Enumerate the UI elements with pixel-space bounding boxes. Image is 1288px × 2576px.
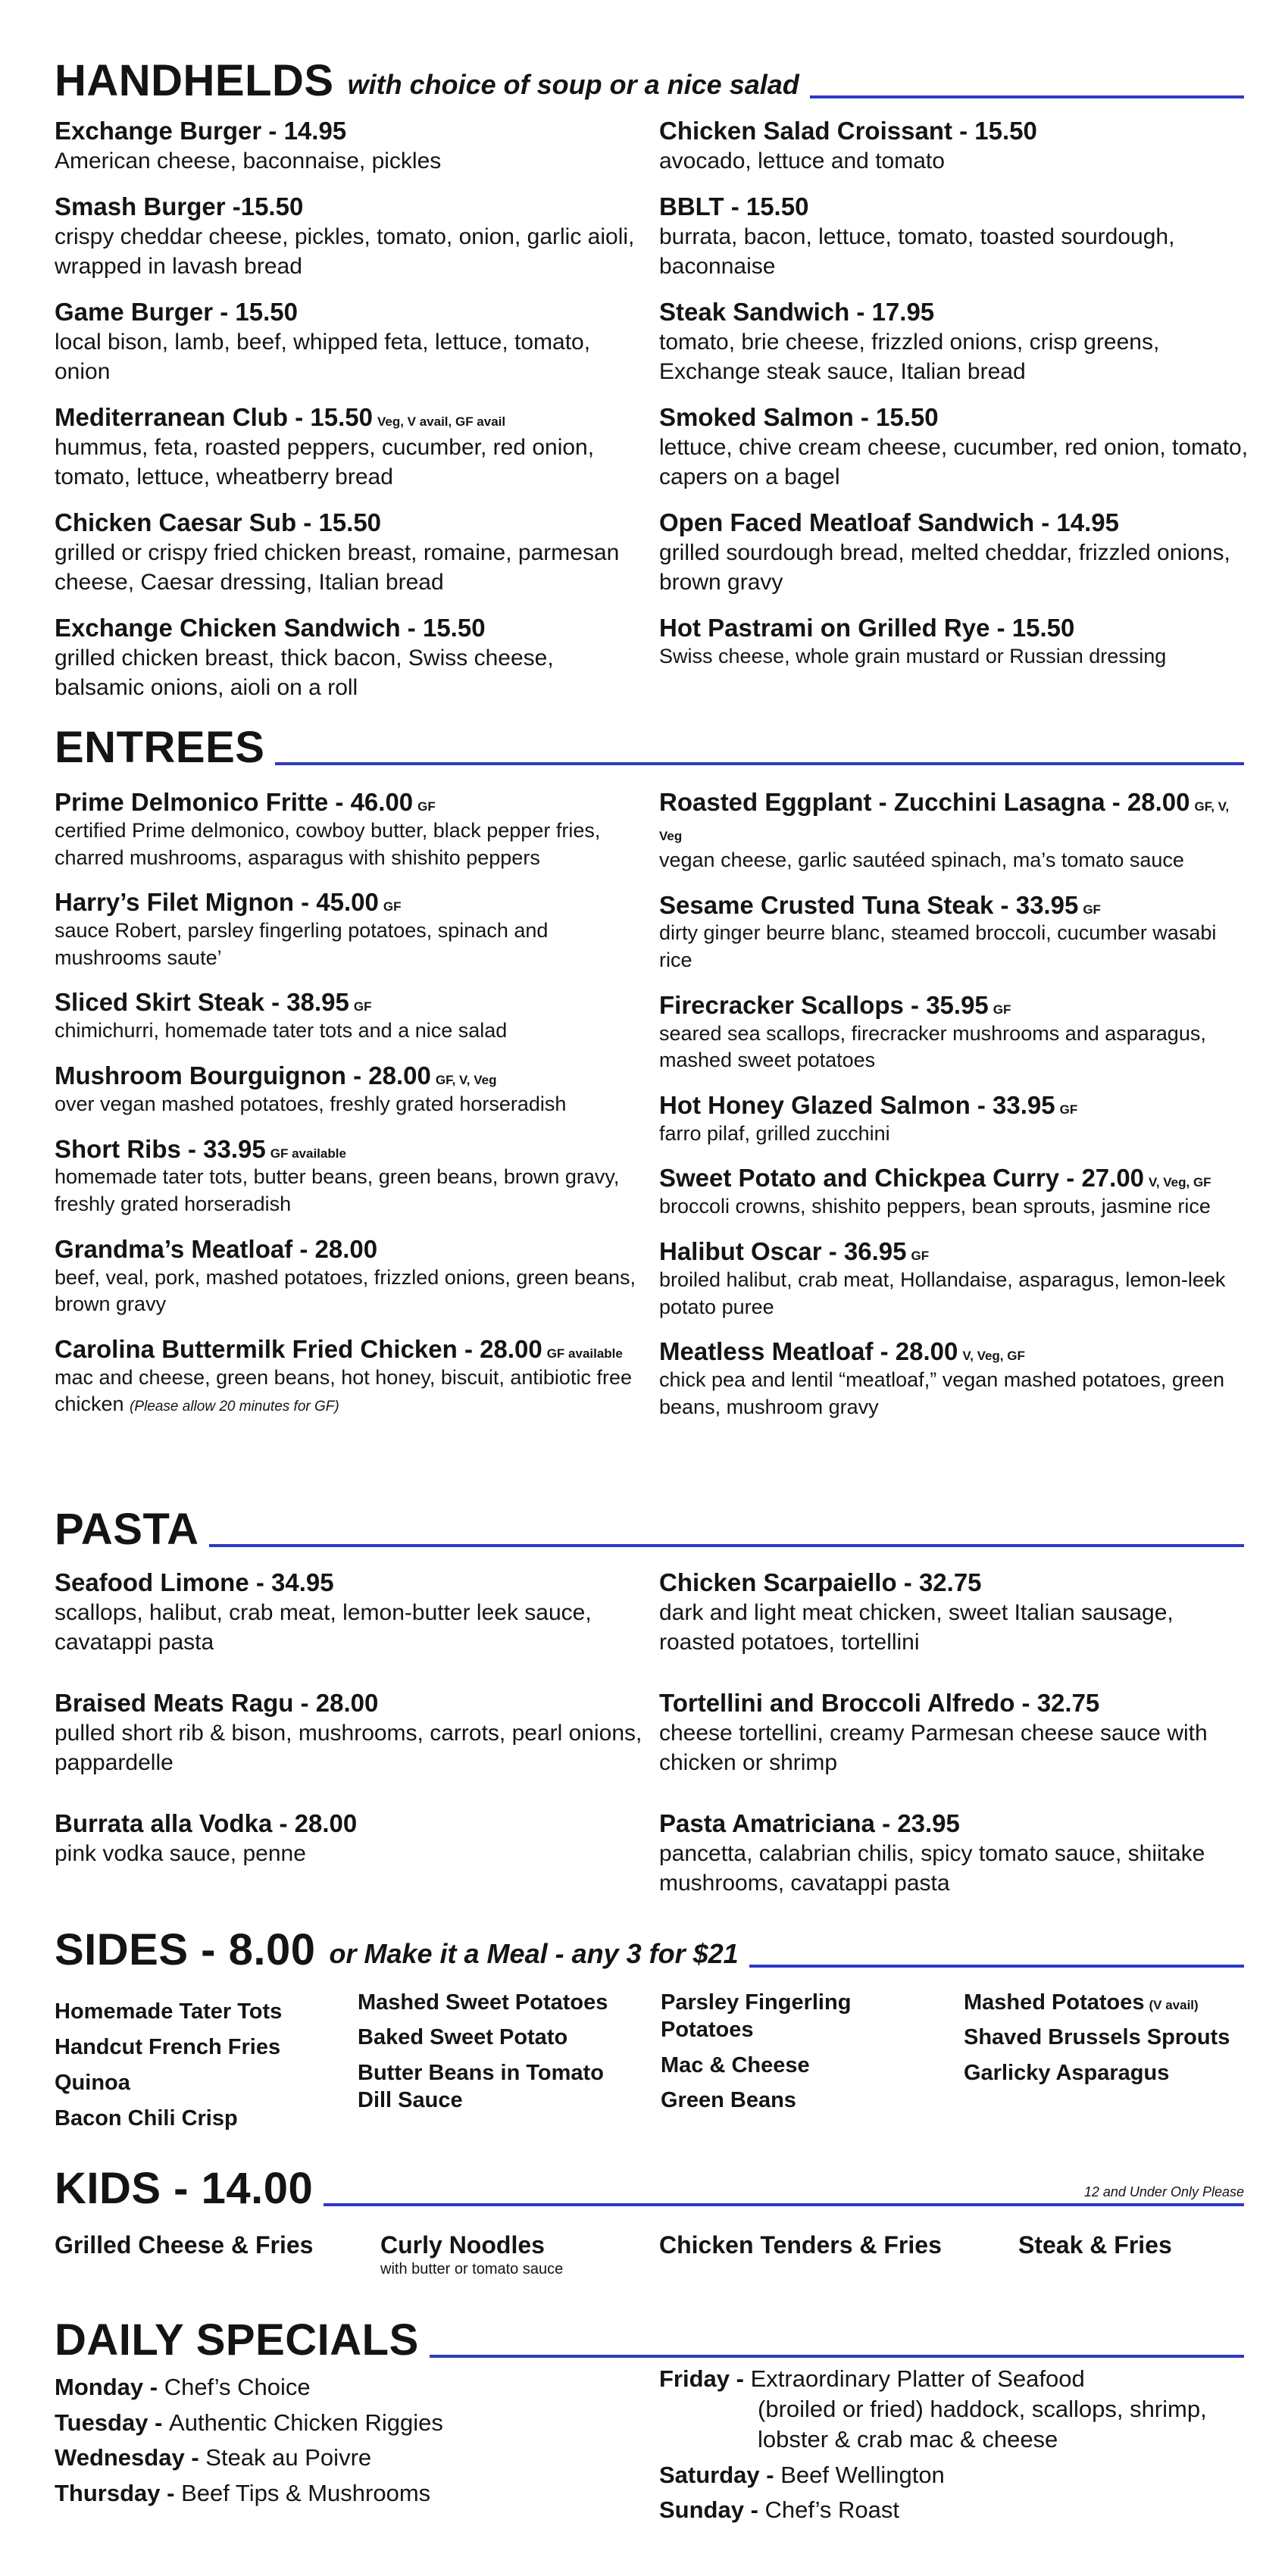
kids-item-name: Steak & Fries <box>1018 2231 1172 2259</box>
special-item: Chef’s Choice <box>164 2374 311 2400</box>
side-item: Handcut French Fries <box>55 2034 281 2059</box>
special-sep: - <box>148 2409 170 2436</box>
kids-item <box>1018 2231 1172 2259</box>
dietary-tag: GF <box>383 899 402 914</box>
special-day: Sunday <box>659 2496 744 2524</box>
item-desc: over vegan mashed potatoes, freshly grated horseradish <box>55 1092 567 1115</box>
sides-column <box>964 1985 1244 2137</box>
menu-item <box>55 614 646 702</box>
special-day: Tuesday <box>55 2409 148 2436</box>
side-item: Bacon Chili Crisp <box>55 2106 238 2131</box>
menu-item <box>659 298 1250 386</box>
item-desc: scallops, halibut, crab meat, lemon-butter leek sauce, cavatappi pasta <box>55 1599 592 1655</box>
item-desc: chimichurri, homemade tater tots and a nice salad <box>55 1019 508 1043</box>
item-name: Carolina Buttermilk Fried Chicken - 28.00 <box>55 1334 542 1363</box>
menu-item <box>55 403 646 492</box>
handhelds-left-column <box>55 117 646 719</box>
item-name: Exchange Chicken Sandwich - 15.50 <box>55 613 486 642</box>
item-name-row <box>659 788 1250 847</box>
item-name: Harry’s Filet Mignon - 45.00 <box>55 888 379 917</box>
item-name: Mushroom Bourguignon - 28.00 <box>55 1061 431 1089</box>
sides-subtitle: or Make it a Meal - any 3 for $21 <box>329 1938 739 1969</box>
side-item: Baked Sweet Potato <box>358 2025 568 2050</box>
menu-item <box>659 1237 1250 1321</box>
dietary-tag: GF <box>1083 902 1101 917</box>
dietary-tag: GF <box>1059 1102 1078 1117</box>
item-name-row <box>55 1335 646 1365</box>
menu-item <box>659 1337 1250 1421</box>
item-name-row <box>55 1135 646 1165</box>
item-name-row <box>659 1091 1250 1121</box>
side-item: Green Beans <box>661 2088 796 2113</box>
item-name-row <box>55 1061 646 1091</box>
entrees-header <box>55 723 1244 772</box>
menu-item <box>55 298 646 386</box>
special-day: Monday <box>55 2374 144 2400</box>
menu-item <box>55 1689 646 1777</box>
item-desc: homemade tater tots, butter beans, green beans, brown gravy, freshly grated horseradish <box>55 1165 620 1216</box>
pasta-left-column <box>55 1568 646 1900</box>
item-name-row <box>55 788 646 818</box>
special-row <box>659 2364 1250 2394</box>
handhelds-header <box>55 56 1244 105</box>
section-rule <box>209 1544 1244 1547</box>
item-name: Game Burger - 15.50 <box>55 297 298 326</box>
item-desc: dark and light meat chicken, sweet Italian sausage, roasted potatoes, tortellini <box>659 1599 1174 1655</box>
section-rule <box>324 2203 1244 2206</box>
side-item: Quinoa <box>55 2070 130 2095</box>
menu-item <box>55 988 646 1045</box>
dietary-tag: GF <box>993 1002 1011 1017</box>
side-item: Butter Beans in Tomato <box>358 2060 604 2085</box>
menu-item <box>659 991 1250 1074</box>
special-item: Steak au Poivre <box>205 2444 372 2471</box>
item-name: Grandma’s Meatloaf - 28.00 <box>55 1234 378 1263</box>
special-row <box>55 2370 443 2406</box>
specials-title: DAILY SPECIALS <box>55 2315 419 2365</box>
special-item: Authentic Chicken Riggies <box>169 2409 443 2436</box>
menu-item <box>55 1135 646 1218</box>
dietary-tag: GF available <box>270 1146 346 1161</box>
menu-item <box>659 403 1250 492</box>
sides-column <box>55 1985 358 2137</box>
section-rule <box>430 2355 1244 2358</box>
special-row <box>55 2440 443 2476</box>
section-rule <box>749 1965 1244 1968</box>
item-name-row <box>659 891 1250 921</box>
item-name: Sliced Skirt Steak - 38.95 <box>55 988 349 1017</box>
sides-column <box>358 1985 661 2137</box>
sides-column <box>661 1985 964 2137</box>
item-desc: crispy cheddar cheese, pickles, tomato, onion, garlic aioli, wrapped in lavash bread <box>55 224 635 279</box>
item-name: Halibut Oscar - 36.95 <box>659 1237 907 1265</box>
item-name: Sesame Crusted Tuna Steak - 33.95 <box>659 890 1079 919</box>
menu-item <box>659 117 1250 176</box>
entrees-right-column <box>659 788 1250 1437</box>
special-row <box>659 2458 1250 2493</box>
sides-header <box>55 1925 1244 1974</box>
item-name-row <box>55 403 646 433</box>
item-name-row <box>659 991 1250 1021</box>
item-name: Open Faced Meatloaf Sandwich - 14.95 <box>659 508 1120 536</box>
menu-item <box>659 891 1250 974</box>
menu-item <box>659 1689 1250 1777</box>
special-day: Saturday <box>659 2461 760 2488</box>
dietary-tag: GF <box>911 1249 930 1263</box>
item-name-row <box>55 988 646 1018</box>
menu-item <box>55 1235 646 1318</box>
item-name: Roasted Eggplant - Zucchini Lasagna - 28.00 <box>659 788 1190 816</box>
item-desc: American cheese, baconnaise, pickles <box>55 148 442 174</box>
special-sep: - <box>730 2365 751 2392</box>
menu-item <box>55 508 646 597</box>
menu-item <box>659 1164 1250 1221</box>
special-item-cont: (broiled or fried) haddock, scallops, shrimp, <box>758 2396 1207 2423</box>
item-name: Chicken Caesar Sub - 15.50 <box>55 508 382 536</box>
side-item: Shaved Brussels Sprouts <box>964 2025 1230 2050</box>
item-desc: burrata, bacon, lettuce, tomato, toasted sourdough, baconnaise <box>659 224 1175 279</box>
item-name: Sweet Potato and Chickpea Curry - 27.00 <box>659 1164 1145 1193</box>
side-item: Mac & Cheese <box>661 2052 810 2077</box>
kids-item <box>659 2231 942 2259</box>
item-desc: grilled chicken breast, thick bacon, Swiss cheese, balsamic onions, aioli on a roll <box>55 645 554 700</box>
special-sep: - <box>184 2444 206 2471</box>
item-desc: lettuce, chive cream cheese, cucumber, red onion, tomato, capers on a bagel <box>659 434 1249 489</box>
pasta-header <box>55 1505 1244 1554</box>
item-desc: seared sea scallops, firecracker mushrooms and asparagus, mashed sweet potatoes <box>659 1021 1206 1072</box>
item-name: Smoked Salmon - 15.50 <box>659 402 939 431</box>
special-day: Friday <box>659 2365 730 2392</box>
item-name: Steak Sandwich - 17.95 <box>659 297 935 326</box>
item-name: Pasta Amatriciana - 23.95 <box>659 1809 960 1837</box>
item-desc: grilled or crispy fried chicken breast, romaine, parmesan cheese, Caesar dressing, Italian bread <box>55 539 620 595</box>
special-sep: - <box>759 2461 781 2488</box>
dietary-tag: GF, V, Veg <box>435 1072 497 1087</box>
special-row <box>55 2406 443 2441</box>
item-desc: dirty ginger beurre blanc, steamed broccoli, cucumber wasabi rice <box>659 921 1217 972</box>
specials-left <box>55 2370 443 2511</box>
item-name: Exchange Burger - 14.95 <box>55 117 347 145</box>
menu-item <box>55 788 646 871</box>
handhelds-title: HANDHELDS <box>55 56 334 105</box>
side-item: Mashed Potatoes <box>964 1990 1145 2015</box>
sides-title: SIDES - 8.00 <box>55 1925 316 1974</box>
item-name: Chicken Scarpaiello - 32.75 <box>659 1568 982 1596</box>
item-name: Meatless Meatloaf - 28.00 <box>659 1337 958 1366</box>
item-name: Smash Burger -15.50 <box>55 192 304 220</box>
item-name: Hot Honey Glazed Salmon - 33.95 <box>659 1090 1055 1119</box>
item-name-row <box>55 888 646 918</box>
sides-grid <box>55 1985 1244 2137</box>
item-name: Chicken Salad Croissant - 15.50 <box>659 117 1037 145</box>
item-name: Seafood Limone - 34.95 <box>55 1568 334 1596</box>
menu-item <box>659 1568 1250 1657</box>
special-day: Thursday <box>55 2479 161 2506</box>
item-desc: avocado, lettuce and tomato <box>659 148 945 174</box>
specials-header <box>55 2315 1244 2365</box>
special-row <box>55 2476 443 2512</box>
item-desc: pink vodka sauce, penne <box>55 1840 306 1866</box>
item-name: Short Ribs - 33.95 <box>55 1134 266 1163</box>
dietary-tag: V, Veg, GF <box>1149 1175 1211 1190</box>
side-item: Potatoes <box>661 2018 754 2043</box>
kids-note: 12 and Under Only Please <box>1077 2184 1244 2200</box>
kids-item-name: Grilled Cheese & Fries <box>55 2231 314 2259</box>
menu-item <box>55 1568 646 1657</box>
item-desc: cheese tortellini, creamy Parmesan cheese sauce with chicken or shrimp <box>659 1720 1208 1775</box>
item-desc: pulled short rib & bison, mushrooms, carrots, pearl onions, pappardelle <box>55 1720 642 1775</box>
special-sep: - <box>160 2479 182 2506</box>
item-name-row <box>659 1337 1250 1367</box>
item-desc: chick pea and lentil “meatloaf,” vegan mashed potatoes, green beans, mushroom gravy <box>659 1368 1224 1418</box>
kids-item-sub: with butter or tomato sauce <box>380 2261 564 2277</box>
kids-item-name: Curly Noodles <box>380 2231 545 2259</box>
menu-item <box>659 1091 1250 1148</box>
menu-item <box>55 1335 646 1418</box>
item-name: Hot Pastrami on Grilled Rye - 15.50 <box>659 613 1075 642</box>
menu-item <box>659 508 1250 597</box>
item-desc: vegan cheese, garlic sautéed spinach, ma’s tomato sauce <box>659 848 1184 871</box>
special-item-cont: lobster & crab mac & cheese <box>758 2425 1058 2453</box>
side-item: Dill Sauce <box>358 2088 463 2113</box>
menu-item <box>659 192 1250 281</box>
kids-item <box>55 2231 313 2259</box>
item-desc: pancetta, calabrian chilis, spicy tomato sauce, shiitake mushrooms, cavatappi pasta <box>659 1840 1205 1896</box>
special-item: Beef Tips & Mushrooms <box>181 2479 431 2506</box>
handhelds-right-column <box>659 117 1250 686</box>
item-name: Firecracker Scallops - 35.95 <box>659 990 989 1019</box>
dietary-tag: Veg, V avail, GF avail <box>377 414 506 429</box>
item-desc: beef, veal, pork, mashed potatoes, frizzled onions, green beans, brown gravy <box>55 1265 636 1316</box>
item-desc: farro pilaf, grilled zucchini <box>659 1121 890 1145</box>
kids-item <box>380 2231 563 2278</box>
item-desc: mac and cheese, green beans, hot honey, biscuit, antibiotic free chicken <box>55 1365 632 1416</box>
item-desc: hummus, feta, roasted peppers, cucumber, red onion, tomato, lettuce, wheatberry bread <box>55 434 595 489</box>
item-desc: grilled sourdough bread, melted cheddar, frizzled onions, brown gravy <box>659 539 1230 595</box>
item-name: Mediterranean Club - 15.50 <box>55 402 373 431</box>
menu-item <box>659 614 1250 671</box>
item-desc: broiled halibut, crab meat, Hollandaise, asparagus, lemon-leek potato puree <box>659 1268 1226 1318</box>
entrees-title: ENTREES <box>55 723 265 772</box>
pasta-title: PASTA <box>55 1505 199 1554</box>
dietary-tag: GF <box>417 799 436 814</box>
special-sep: - <box>143 2374 164 2400</box>
side-item: Mashed Sweet Potatoes <box>358 1990 608 2015</box>
special-item: Extraordinary Platter of Seafood <box>750 2365 1085 2392</box>
section-rule <box>275 762 1244 765</box>
dietary-tag: (V avail) <box>1149 1998 1199 2012</box>
side-item-row <box>964 1985 1244 2020</box>
kids-title: KIDS - 14.00 <box>55 2164 314 2213</box>
side-item: Homemade Tater Tots <box>55 1999 283 2024</box>
special-row <box>659 2493 1250 2528</box>
item-desc: Swiss cheese, whole grain mustard or Russian dressing <box>659 644 1167 667</box>
side-item: Parsley Fingerling <box>661 1990 852 2015</box>
item-name-row <box>659 1164 1250 1193</box>
item-name: Braised Meats Ragu - 28.00 <box>55 1688 379 1717</box>
item-desc: sauce Robert, parsley fingerling potatoes, spinach and mushrooms saute’ <box>55 919 549 969</box>
item-desc: local bison, lamb, beef, whipped feta, lettuce, tomato, onion <box>55 329 591 384</box>
special-sep: - <box>743 2496 765 2524</box>
specials-right <box>659 2364 1250 2528</box>
item-desc: certified Prime delmonico, cowboy butter, black pepper fries, charred mushrooms, asparagus with shishito peppers <box>55 818 601 869</box>
special-item: Chef’s Roast <box>764 2496 899 2524</box>
item-name: Burrata alla Vodka - 28.00 <box>55 1809 358 1837</box>
menu-item <box>659 1809 1250 1898</box>
entrees-left-column <box>55 788 646 1435</box>
section-rule <box>810 95 1244 98</box>
dietary-tag: GF available <box>546 1346 623 1361</box>
side-item: Garlicky Asparagus <box>964 2060 1170 2085</box>
menu-item <box>55 1809 646 1868</box>
item-name: BBLT - 15.50 <box>659 192 809 220</box>
special-item: Beef Wellington <box>780 2461 945 2488</box>
menu-item <box>55 1061 646 1118</box>
handhelds-subtitle: with choice of soup or a nice salad <box>347 69 799 100</box>
dietary-tag: GF <box>353 999 372 1014</box>
item-desc-row <box>55 1365 646 1418</box>
kids-item-name: Chicken Tenders & Fries <box>659 2231 942 2259</box>
item-name-row <box>659 1237 1250 1267</box>
item-desc: tomato, brie cheese, frizzled onions, crisp greens, Exchange steak sauce, Italian bread <box>659 329 1160 384</box>
dietary-tag: V, Veg, GF <box>962 1349 1025 1364</box>
pasta-right-column <box>659 1568 1250 1930</box>
menu-item <box>55 888 646 971</box>
item-name: Tortellini and Broccoli Alfredo - 32.75 <box>659 1688 1100 1717</box>
item-name: Prime Delmonico Fritte - 46.00 <box>55 788 414 816</box>
menu-item <box>55 117 646 176</box>
menu-item <box>55 192 646 281</box>
special-day: Wednesday <box>55 2444 185 2471</box>
menu-item <box>659 788 1250 874</box>
dietary-tag: GF, V, Veg <box>659 799 1230 843</box>
kids-header <box>55 2164 1244 2213</box>
item-note: (Please allow 20 minutes for GF) <box>130 1399 339 1415</box>
item-desc: broccoli crowns, shishito peppers, bean sprouts, jasmine rice <box>659 1195 1211 1218</box>
